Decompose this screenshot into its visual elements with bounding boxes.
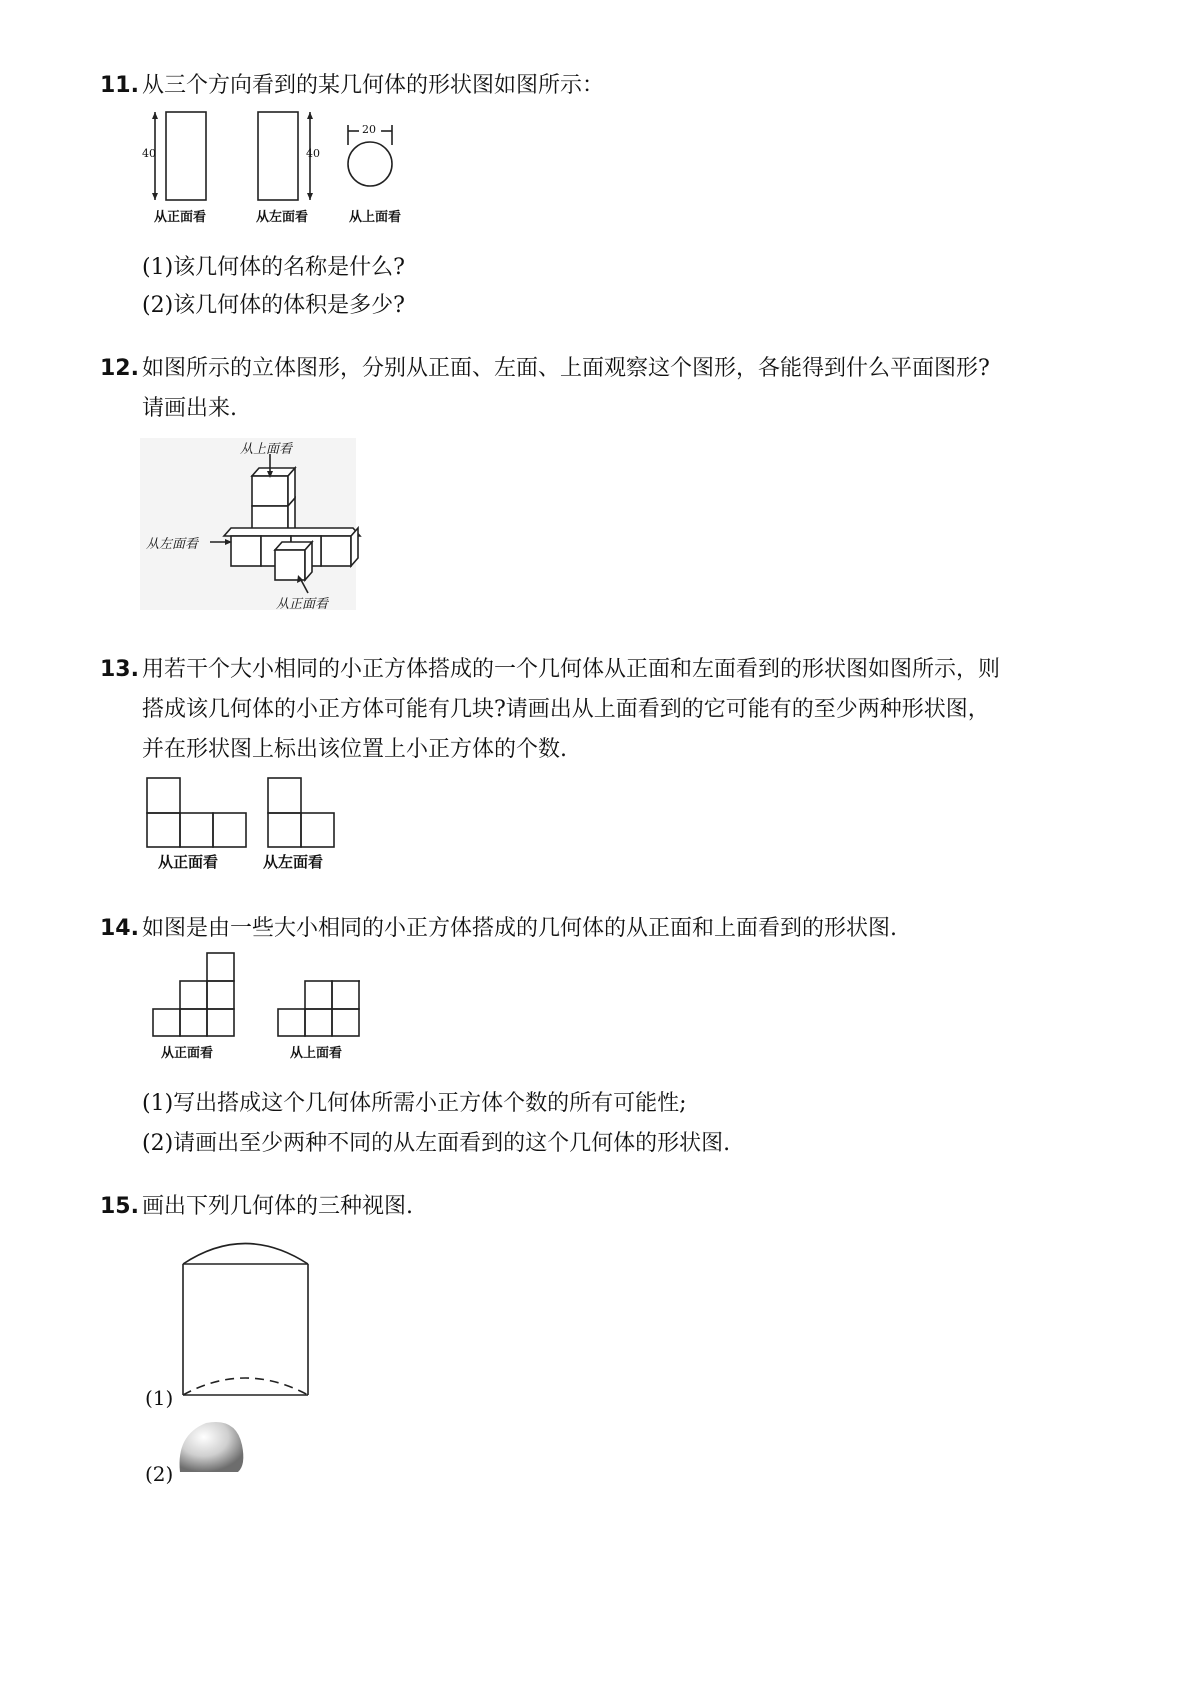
q14-caption-front: 从正面看 [161, 1046, 214, 1061]
q13-caption-left: 从左面看 [263, 853, 324, 871]
q13-number: 13. [100, 657, 139, 682]
q14-front-cell [207, 981, 234, 1009]
q15-sphere-figure [176, 1415, 246, 1480]
q13-front-cell [147, 778, 180, 813]
q13-left-cell [268, 778, 301, 813]
q13-front-cell [180, 813, 213, 847]
q14-text: 如图是由一些大小相同的小正方体搭成的几何体的从正面和上面看到的形状图. [142, 916, 897, 941]
q14-top-cell [305, 981, 332, 1009]
q13-line1: 用若干个大小相同的小正方体搭成的一个几何体从正面和左面看到的形状图如图所示，则 [142, 657, 1001, 682]
q11-left-rect [258, 112, 298, 200]
q12-solid-figure [140, 438, 360, 613]
q11-top-circle [348, 142, 392, 186]
q11-dim-diameter: 20 [362, 123, 376, 136]
q14-front-cell [153, 1009, 180, 1036]
q14-number: 14. [100, 916, 139, 941]
q12-line1: 如图所示的立体图形，分别从正面、左面、上面观察这个图形，各能得到什么平面图形? [142, 356, 990, 381]
q11-dim-front: 40 [142, 147, 156, 160]
q14-top-cell [332, 981, 359, 1009]
q13-caption-front: 从正面看 [158, 853, 219, 871]
q12-label-front: 从正面看 [276, 597, 329, 612]
q13-front-cell [147, 813, 180, 847]
q11-caption-top: 从上面看 [349, 210, 402, 225]
q11-dim-left: 40 [306, 147, 320, 160]
q11-views-figure [140, 105, 440, 205]
q14-front-cell [180, 981, 207, 1009]
q15-cylinder-figure [175, 1237, 320, 1402]
q15-number: 15. [100, 1194, 139, 1219]
q12-label-top: 从上面看 [240, 442, 293, 457]
q13-views-figure [140, 775, 350, 850]
q15-label-1: (1) [145, 1386, 174, 1410]
q15-text: 画出下列几何体的三种视图. [142, 1194, 413, 1219]
q11-caption-front: 从正面看 [154, 210, 207, 225]
q13-line3: 并在形状图上标出该位置上小正方体的个数. [142, 737, 567, 762]
q14-top-cell [305, 1009, 332, 1036]
q14-sub2: (2)请画出至少两种不同的从左面看到的这个几何体的形状图. [142, 1131, 731, 1156]
q14-views-figure [145, 950, 365, 1040]
q11-sub1: (1)该几何体的名称是什么? [142, 255, 405, 280]
q12-label-left: 从左面看 [146, 537, 199, 552]
q14-front-cell [180, 1009, 207, 1036]
q14-top-cell [332, 1009, 359, 1036]
q11-caption-left: 从左面看 [256, 210, 309, 225]
q11-text: 从三个方向看到的某几何体的形状图如图所示： [142, 73, 605, 98]
q13-left-cell [268, 813, 301, 847]
q14-sub1: (1)写出搭成这个几何体所需小正方体个数的所有可能性; [142, 1091, 687, 1116]
q13-left-cell [301, 813, 334, 847]
q12-line2: 请画出来. [142, 396, 237, 421]
q11-number: 11. [100, 73, 139, 98]
q11-front-rect [166, 112, 206, 200]
q14-front-cell [207, 953, 234, 981]
q14-caption-top: 从上面看 [290, 1046, 343, 1061]
q12-number: 12. [100, 356, 139, 381]
q11-sub2: (2)该几何体的体积是多少? [142, 293, 405, 318]
q13-front-cell [213, 813, 246, 847]
q14-top-cell [278, 1009, 305, 1036]
q14-front-cell [207, 1009, 234, 1036]
q15-label-2: (2) [145, 1462, 174, 1486]
q13-line2: 搭成该几何体的小正方体可能有几块?请画出从上面看到的它可能有的至少两种形状图， [142, 697, 990, 722]
